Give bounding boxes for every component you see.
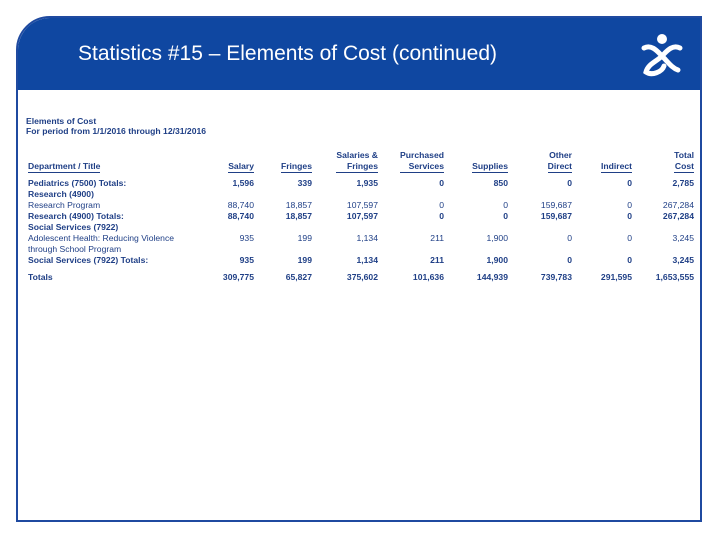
cell-value: 1,900 [486, 233, 508, 243]
column-header-line: Salaries & [336, 150, 378, 160]
column-header [380, 150, 446, 178]
table-row [26, 178, 696, 189]
cell-value: 339 [297, 178, 312, 188]
cell-value: 291,595 [600, 272, 632, 282]
cell-value [634, 244, 696, 255]
cell-value: 18,857 [285, 200, 312, 210]
cell-value [446, 244, 510, 255]
cell-value [574, 189, 634, 200]
cell-value: 0 [627, 178, 632, 188]
column-header-line: Salary [228, 161, 254, 171]
slide-title: Statistics #15 – Elements of Cost (continued) [78, 42, 498, 65]
cell-value: 0 [627, 255, 632, 265]
cell-value [194, 189, 256, 200]
cell-value: 199 [297, 255, 312, 265]
slide-frame [16, 16, 702, 522]
cell-value [314, 244, 380, 255]
row-label: Social Services (7922) Totals: [28, 255, 149, 265]
column-header-line: Fringes [336, 161, 378, 173]
column-header [194, 150, 256, 178]
cell-value: 211 [430, 233, 444, 243]
cell-value: 159,687 [540, 211, 572, 221]
cell-value: 1,596 [232, 178, 254, 188]
table-row [26, 222, 696, 233]
cell-value: 0 [567, 255, 572, 265]
header-bar [18, 18, 700, 90]
column-header-line: Indirect [600, 161, 632, 171]
cell-value: 211 [430, 255, 444, 265]
cell-value: 375,602 [346, 272, 378, 282]
table-row [26, 200, 696, 211]
cell-value [574, 222, 634, 233]
column-header [314, 150, 380, 178]
row-label: Pediatrics (7500) Totals: [28, 178, 127, 188]
cell-value: 65,827 [285, 272, 312, 282]
column-header-line: Supplies [472, 161, 508, 171]
cell-value: 3,245 [672, 255, 694, 265]
cell-value [314, 222, 380, 233]
cell-value: 1,134 [356, 233, 378, 243]
cell-value [634, 189, 696, 200]
cost-report [26, 116, 696, 283]
cell-value: 267,284 [662, 211, 694, 221]
column-header-line: Total [674, 150, 694, 160]
report-period: For period from 1/1/2016 through 12/31/2016 [26, 126, 207, 136]
cell-value: 0 [627, 211, 632, 221]
row-label: Totals [28, 272, 53, 282]
table-header-row [26, 150, 696, 178]
cell-value: 935 [239, 233, 254, 243]
cell-value [194, 244, 256, 255]
column-header [574, 150, 634, 178]
cell-value: 739,783 [540, 272, 572, 282]
column-header [510, 150, 574, 178]
cell-value: 1,134 [356, 255, 378, 265]
cell-value: 101,636 [412, 272, 444, 282]
cell-value: 88,740 [227, 200, 254, 210]
cell-value: 0 [627, 200, 632, 210]
cell-value: 0 [439, 178, 444, 188]
column-header-line: Services [400, 161, 444, 173]
table-row [26, 211, 696, 222]
cell-value: 0 [503, 200, 508, 210]
column-header-line: Cost [674, 161, 694, 171]
cell-value [256, 244, 314, 255]
table-row [26, 189, 696, 200]
cost-table [26, 150, 696, 283]
cell-value [446, 222, 510, 233]
cell-value: 850 [493, 178, 508, 188]
cell-value [510, 189, 574, 200]
cell-value: 0 [439, 211, 444, 221]
table-row [26, 244, 696, 255]
column-header [446, 150, 510, 178]
cell-value [256, 222, 314, 233]
column-header-line: Fringes [280, 161, 312, 171]
cell-value [446, 189, 510, 200]
person-figure-logo-icon [638, 32, 686, 80]
row-label: Research (4900) Totals: [28, 211, 124, 221]
cell-value: 2,785 [672, 178, 694, 188]
column-header-line: Purchased [400, 150, 444, 160]
cell-value: 1,653,555 [655, 272, 694, 282]
cell-value: 159,687 [540, 200, 572, 210]
cell-value [380, 244, 446, 255]
cell-value: 3,245 [672, 233, 694, 243]
cell-value: 199 [297, 233, 312, 243]
row-label: Social Services (7922) [28, 222, 119, 232]
cell-value: 144,939 [476, 272, 508, 282]
report-title: Elements of Cost [26, 116, 97, 126]
cell-value: 0 [567, 178, 572, 188]
table-row [26, 233, 696, 244]
row-label: through School Program [28, 244, 122, 254]
column-header-line: Direct [547, 161, 572, 171]
row-label: Adolescent Health: Reducing Violence [28, 233, 175, 243]
cell-value: 0 [439, 200, 444, 210]
row-label: Research Program [28, 200, 101, 210]
cell-value [510, 244, 574, 255]
column-header [634, 150, 696, 178]
cell-value: 88,740 [227, 211, 254, 221]
row-label: Research (4900) [28, 189, 94, 199]
cell-value: 107,597 [346, 211, 378, 221]
table-row [26, 272, 696, 283]
table-body [26, 178, 696, 283]
cell-value [574, 244, 634, 255]
cell-value: 107,597 [346, 200, 378, 210]
cell-value [194, 222, 256, 233]
column-header-line: Other [549, 150, 572, 160]
cell-value [634, 222, 696, 233]
cell-value [314, 189, 380, 200]
table-row [26, 255, 696, 266]
cell-value [380, 189, 446, 200]
cell-value: 309,775 [222, 272, 254, 282]
cell-value: 1,900 [486, 255, 508, 265]
cell-value [510, 222, 574, 233]
cell-value: 18,857 [285, 211, 312, 221]
cell-value: 0 [503, 211, 508, 221]
column-header [256, 150, 314, 178]
cell-value [256, 189, 314, 200]
cell-value: 267,284 [662, 200, 694, 210]
cell-value [380, 222, 446, 233]
column-header [26, 150, 194, 178]
column-header-line: Department / Title [28, 161, 101, 171]
cell-value: 0 [627, 233, 632, 243]
cell-value: 1,935 [356, 178, 378, 188]
cell-value: 0 [567, 233, 572, 243]
cell-value: 935 [239, 255, 254, 265]
